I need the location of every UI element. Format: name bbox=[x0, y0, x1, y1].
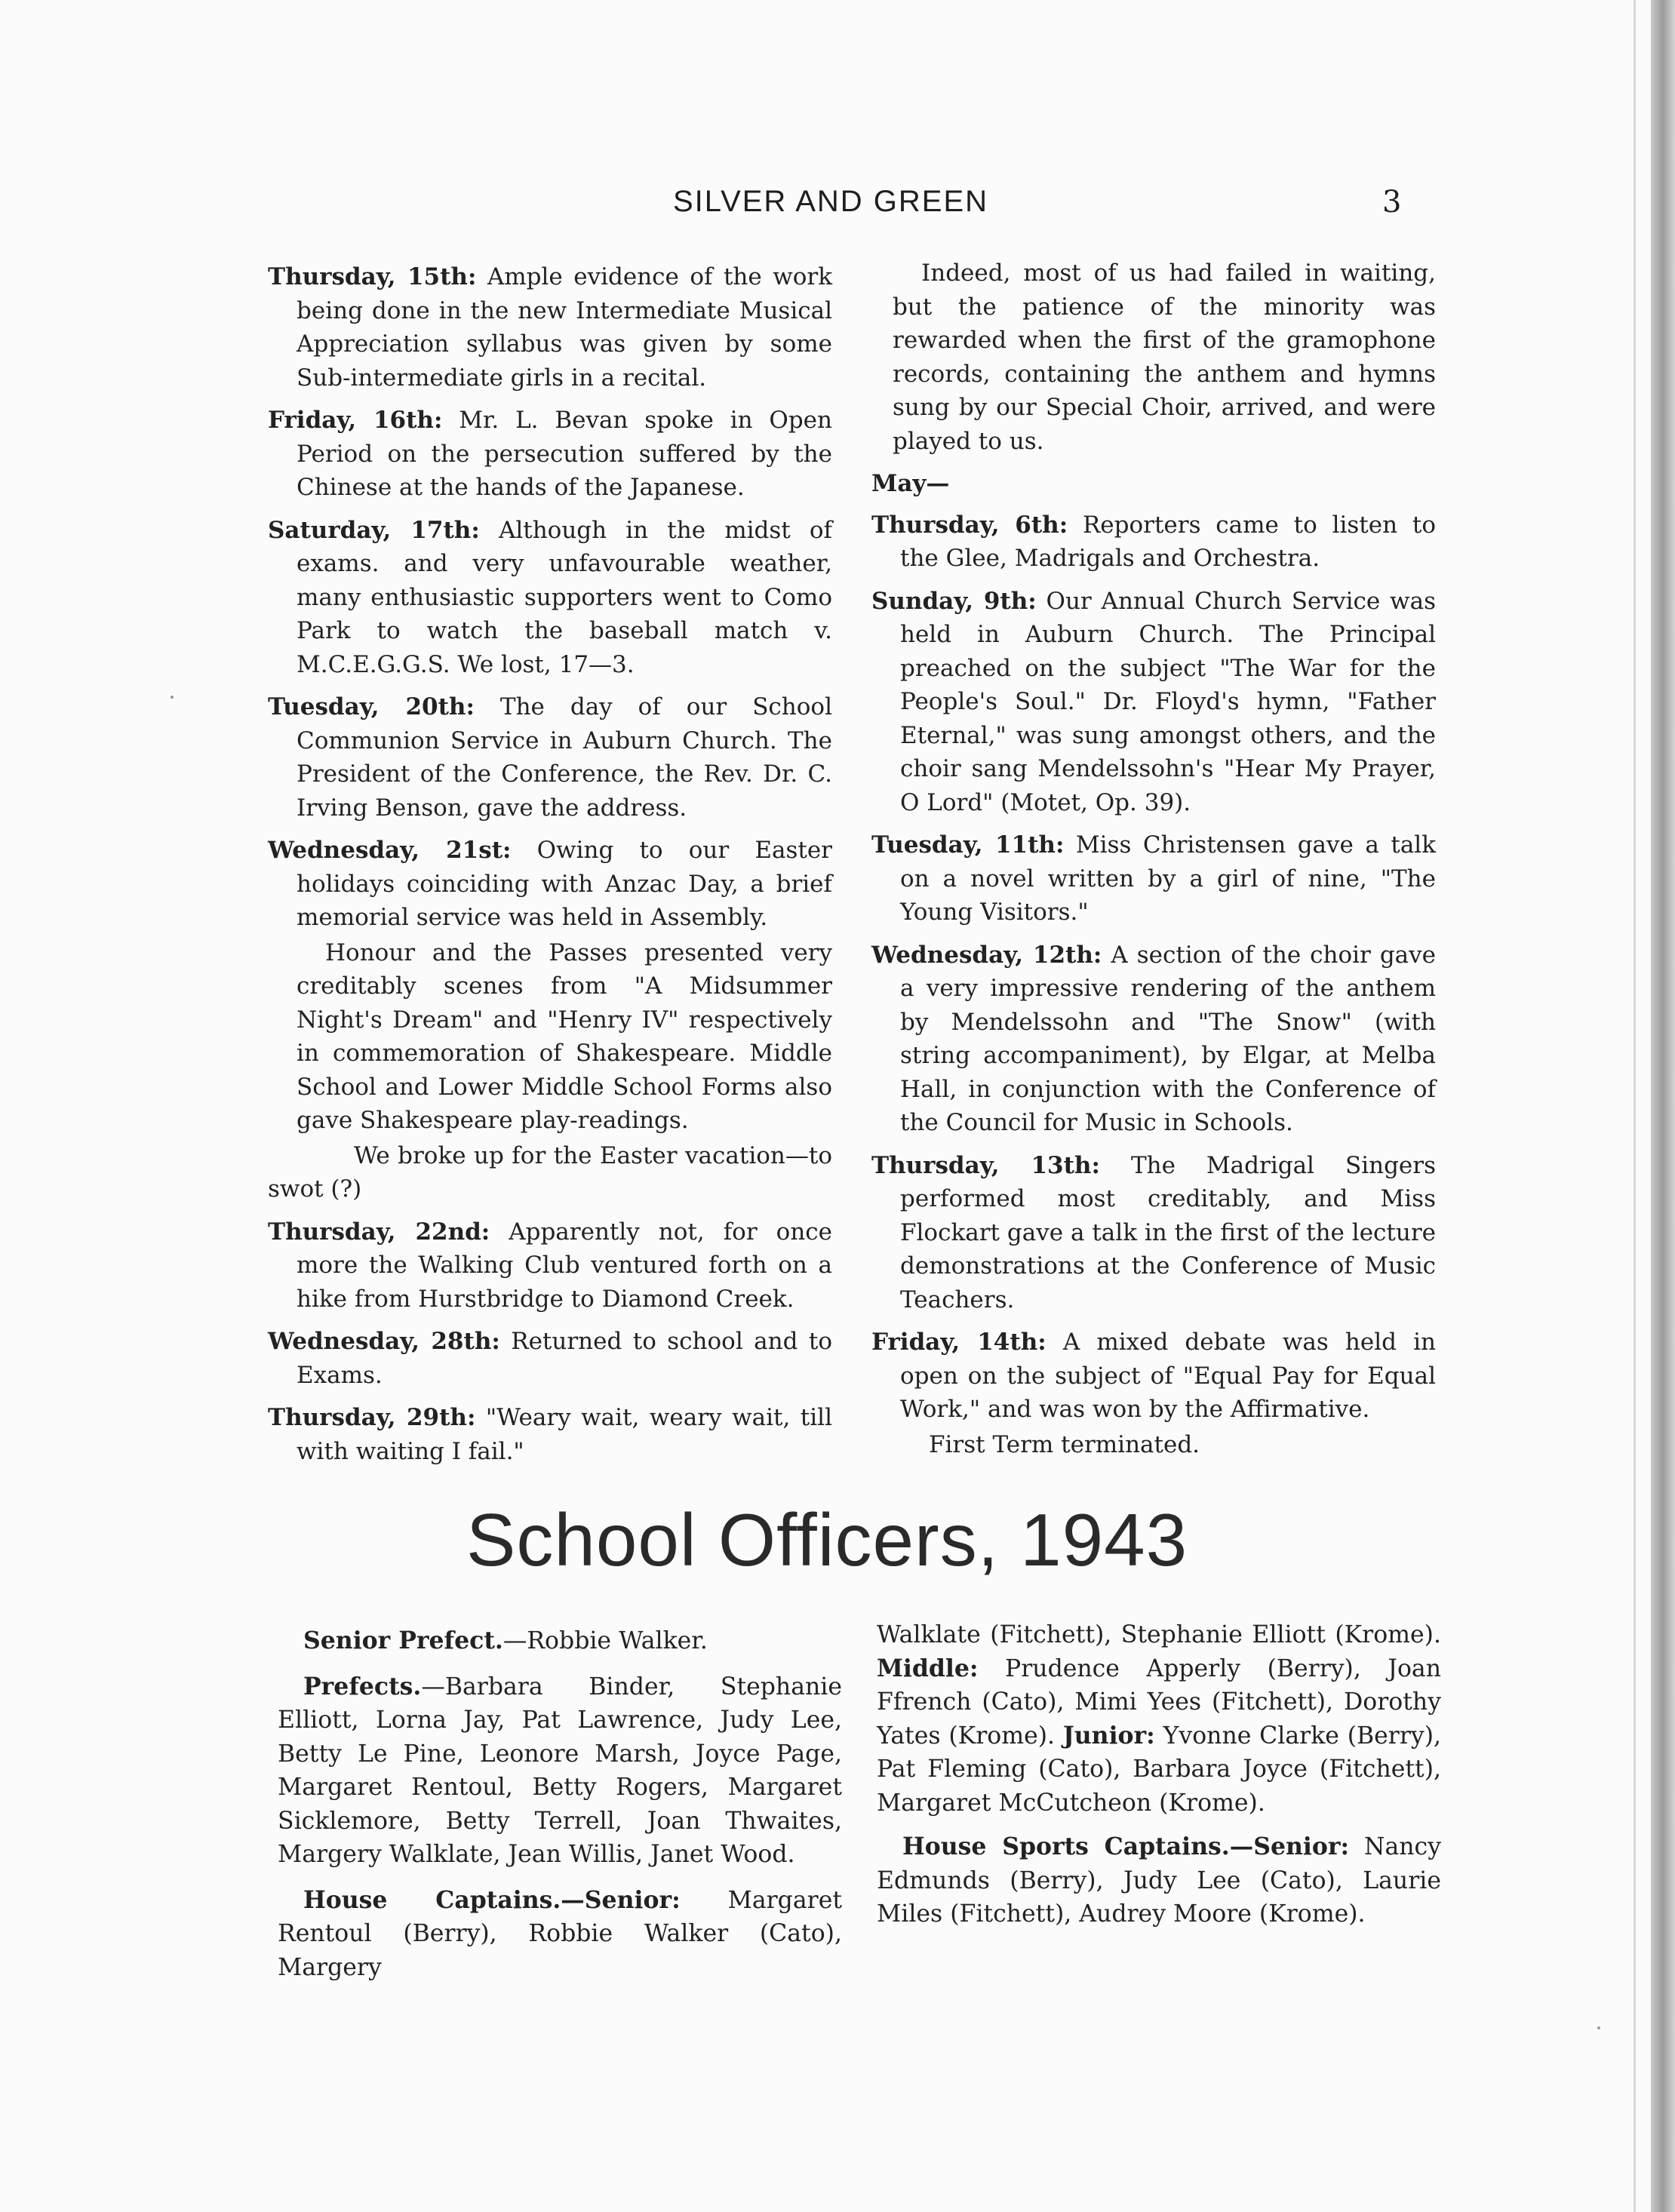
diary-date: Thursday, 13th: bbox=[871, 1151, 1100, 1179]
scan-speck bbox=[1597, 2026, 1600, 2029]
diary-paragraph: Honour and the Passes presented very creditably scenes from "A Midsummer Night's Dream" and "Henry IV" respectively in commemoration of Shakespeare. Middle School and Lower Middle School Forms also gave Shakespeare play-readings. bbox=[297, 939, 832, 1134]
officers-label: Prefects. bbox=[303, 1672, 422, 1700]
diary-text: Owing to our Easter holidays coinciding with Anzac Day, a brief memorial service was held in Assembly. bbox=[297, 837, 833, 931]
officers-text: Walklate (Fitchett), Stephanie Elliott (Krome). bbox=[877, 1621, 1441, 1648]
diary-date: Wednesday, 28th: bbox=[268, 1328, 500, 1355]
diary-text: Ample evidence of the work being done in the new Intermediate Musical Appreciation syllabus was given by some Sub-intermediate girls in a recital. bbox=[297, 263, 833, 392]
officers-column-left bbox=[278, 1624, 842, 1996]
diary-entry bbox=[268, 404, 832, 505]
diary-text: Miss Christensen gave a talk on a novel written by a girl of nine, "The Young Visitors." bbox=[900, 831, 1436, 926]
diary-date: Tuesday, 11th: bbox=[871, 831, 1065, 859]
diary-text: Although in the midst of exams. and very unfavourable weather, many enthusiastic supporters went to Como Park to watch the baseball match v. M.C.E.G.G.S. We lost, 17—3. bbox=[297, 516, 833, 678]
diary-entry bbox=[268, 1325, 832, 1392]
diary-date: Wednesday, 12th: bbox=[871, 941, 1102, 969]
officers-label: Senior Prefect. bbox=[303, 1627, 503, 1654]
sports-captains-paragraph bbox=[877, 1830, 1441, 1931]
officers-label: House Captains.—Senior: bbox=[303, 1885, 681, 1914]
diary-text: The Madrigal Singers performed most creditably, and Miss Flockart gave a talk in the first of the lecture demonstrations at the Conference of Music Teachers. bbox=[900, 1151, 1437, 1313]
diary-entry bbox=[268, 514, 832, 682]
diary-date: Tuesday, 20th: bbox=[268, 693, 475, 720]
running-title: SILVER AND GREEN bbox=[673, 185, 989, 218]
diary-column-left bbox=[268, 260, 832, 1477]
diary-paragraph: Indeed, most of us had failed in waiting, but the patience of the minority was rewarded when the first of the gramophone records, containing the anthem and hymns sung by our Special Choir, arrived, and were played to us. bbox=[893, 260, 1436, 455]
officers-text: Prudence Apperly (Berry), Joan Ffrench (Cato), Mimi Yees (Fitchett), Dorothy Yates (Krome). bbox=[877, 1654, 1442, 1750]
month-label: May— bbox=[871, 470, 950, 497]
scan-speck bbox=[171, 696, 174, 699]
officers-text: Margaret Rentoul (Berry), Robbie Walker (Cato), Margery bbox=[278, 1886, 842, 1981]
diary-entry bbox=[871, 508, 1436, 576]
page-number: 3 bbox=[1382, 185, 1402, 220]
diary-date: Thursday, 22nd: bbox=[268, 1218, 490, 1246]
house-captains-continued bbox=[877, 1618, 1441, 1820]
officers-text: Nancy Edmunds (Berry), Judy Lee (Cato), Laurie Miles (Fitchett), Audrey Moore (Krome). bbox=[877, 1833, 1441, 1928]
diary-entry bbox=[871, 1149, 1436, 1317]
house-captains-paragraph bbox=[278, 1884, 842, 1985]
diary-entry bbox=[268, 1401, 832, 1468]
diary-text: Returned to school and to Exams. bbox=[297, 1328, 833, 1389]
diary-paragraph bbox=[268, 1139, 832, 1206]
officers-text: —Barbara Binder, Stephanie Elliott, Lorna Jay, Pat Lawrence, Judy Lee, Betty Le Pine, Leonore Marsh, Joyce Page, Margaret Rentoul, Betty Rogers, Margaret Sicklemore, Betty Terrell, Joan Thwaites, Margery Walklate, Jean Willis, Janet Wood. bbox=[278, 1673, 842, 1868]
diary-entry bbox=[268, 834, 832, 935]
diary-column-right bbox=[871, 257, 1436, 1461]
officers-text: —Robbie Walker. bbox=[502, 1627, 708, 1654]
diary-paragraph-text: We broke up for the Easter vacation—to swot (?) bbox=[268, 1141, 832, 1203]
officers-label: Junior: bbox=[1062, 1721, 1155, 1750]
diary-date: Friday, 14th: bbox=[871, 1329, 1046, 1356]
diary-text: Apparently not, for once more the Walking Club ventured forth on a hike from Hurstbridge to Diamond Creek. bbox=[297, 1218, 832, 1313]
diary-entry bbox=[268, 690, 832, 825]
diary-text: Our Annual Church Service was held in Auburn Church. The Principal preached on the subject "The War for the People's Soul." Dr. Floyd's hymn, "Father Eternal," was sung amongst others, and the choir sang Mendelssohn's "Hear My Prayer, O Lord" (Motet, Op. 39). bbox=[900, 587, 1436, 816]
section-heading: School Officers, 1943 bbox=[466, 1498, 1188, 1581]
officers-label: Middle: bbox=[877, 1654, 979, 1682]
page-gutter-line bbox=[1634, 0, 1636, 2212]
diary-text: "Weary wait, weary wait, till with waiting I fail." bbox=[297, 1404, 832, 1465]
term-end-note: First Term terminated. bbox=[929, 1430, 1200, 1458]
officers-text: Yvonne Clarke (Berry), Pat Fleming (Cato), Barbara Joyce (Fitchett), Margaret McCutcheon (Krome). bbox=[877, 1722, 1442, 1817]
diary-text: Reporters came to listen to the Glee, Madrigals and Orchestra. bbox=[900, 511, 1436, 572]
diary-date: Thursday, 15th: bbox=[268, 263, 477, 290]
officers-label: House Sports Captains.—Senior: bbox=[902, 1833, 1350, 1860]
diary-date: Friday, 16th: bbox=[268, 407, 443, 434]
prefects-paragraph bbox=[278, 1670, 842, 1872]
diary-date: Saturday, 17th: bbox=[268, 516, 480, 544]
diary-text: Mr. L. Bevan spoke in Open Period on the persecution suffered by the Chinese at the hands of the Japanese. bbox=[297, 407, 832, 501]
page-edge-shadow bbox=[1651, 0, 1675, 2212]
diary-date: Thursday, 29th: bbox=[268, 1404, 476, 1431]
diary-text: A mixed debate was held in open on the subject of "Equal Pay for Equal Work," and was won by the Affirmative. bbox=[900, 1329, 1436, 1423]
diary-date: Thursday, 6th: bbox=[871, 511, 1068, 539]
diary-text: A section of the choir gave a very impressive rendering of the anthem by Mendelssohn and "The Snow" (with string accompaniment), by Elgar, at Melba Hall, in conjunction with the Conference of the Council for Music in Schools. bbox=[900, 941, 1437, 1136]
diary-text: The day of our School Communion Service in Auburn Church. The President of the Conference, the Rev. Dr. C. Irving Benson, gave the address. bbox=[297, 693, 833, 822]
diary-entry bbox=[268, 1215, 832, 1316]
senior-prefect-paragraph bbox=[278, 1624, 842, 1658]
diary-entry bbox=[871, 1326, 1436, 1427]
diary-date: Wednesday, 21st: bbox=[268, 837, 512, 864]
diary-entry bbox=[871, 939, 1436, 1140]
diary-entry bbox=[871, 585, 1436, 820]
diary-entry bbox=[268, 260, 832, 395]
diary-date: Sunday, 9th: bbox=[871, 587, 1037, 615]
officers-column-right bbox=[877, 1618, 1441, 1943]
diary-entry bbox=[871, 828, 1436, 929]
